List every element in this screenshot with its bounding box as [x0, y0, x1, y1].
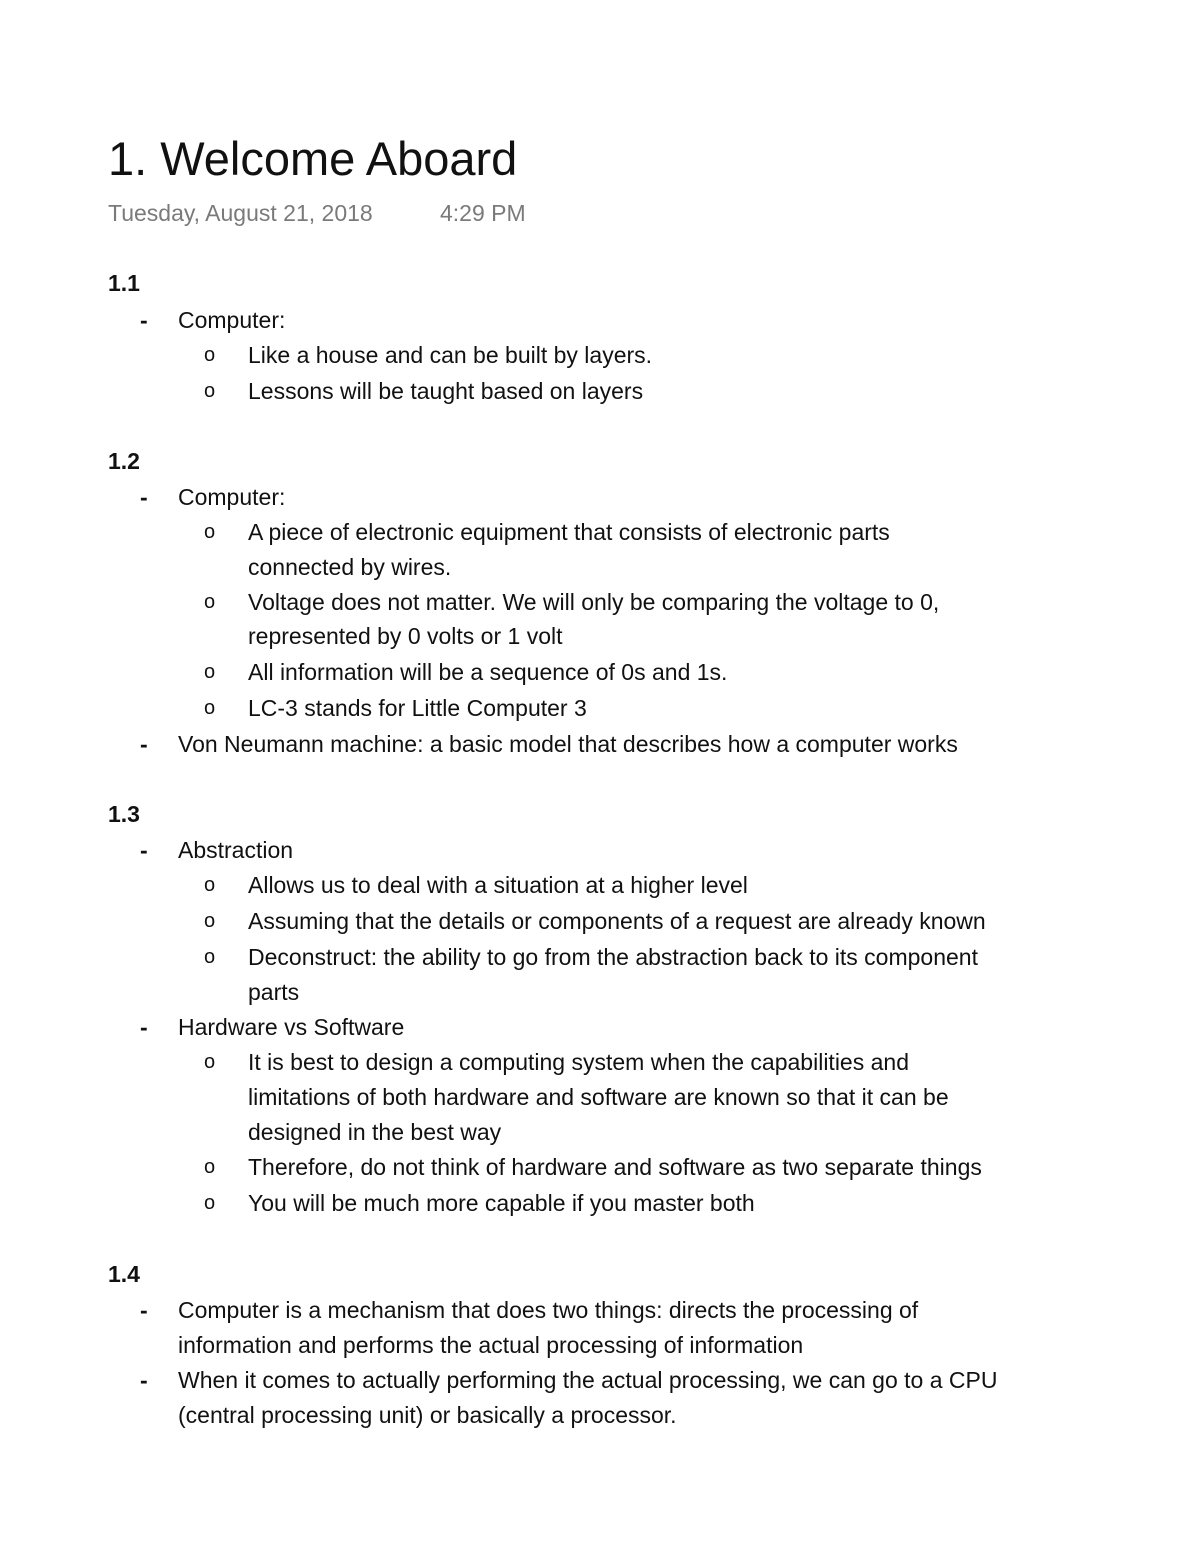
list-item-continuation: designed in the best way	[248, 1119, 502, 1145]
dash-bullet: -	[140, 307, 148, 333]
list-item-continuation: represented by 0 volts or 1 volt	[248, 623, 563, 649]
dash-bullet: -	[140, 837, 148, 863]
list-item: Computer is a mechanism that does two things: directs the processing of	[178, 1297, 919, 1323]
list-item-continuation: connected by wires.	[248, 554, 452, 580]
dash-bullet: -	[140, 1297, 148, 1323]
list-item: Deconstruct: the ability to go from the abstraction back to its component	[248, 944, 978, 970]
section-heading: 1.2	[108, 448, 140, 474]
list-item-continuation: information and performs the actual processing of information	[178, 1332, 804, 1358]
list-item: Voltage does not matter. We will only be comparing the voltage to 0,	[248, 589, 940, 615]
circle-bullet: o	[204, 910, 216, 932]
circle-bullet: o	[204, 521, 216, 543]
dash-bullet: -	[140, 484, 148, 510]
circle-bullet: o	[204, 344, 216, 366]
list-item: All information will be a sequence of 0s and 1s.	[248, 659, 728, 685]
circle-bullet: o	[204, 1192, 216, 1214]
section-heading: 1.3	[108, 801, 140, 827]
dash-bullet: -	[140, 731, 148, 757]
list-item: LC-3 stands for Little Computer 3	[248, 695, 587, 721]
list-item: Von Neumann machine: a basic model that describes how a computer works	[178, 731, 958, 757]
list-item: Computer:	[178, 484, 286, 510]
page-time: 4:29 PM	[440, 200, 526, 226]
list-item: Therefore, do not think of hardware and software as two separate things	[248, 1154, 982, 1180]
list-item: A piece of electronic equipment that consists of electronic parts	[248, 519, 890, 545]
list-item: Computer:	[178, 307, 286, 333]
list-item: When it comes to actually performing the actual processing, we can go to a CPU	[178, 1367, 998, 1393]
list-item-continuation: parts	[248, 979, 300, 1005]
list-item: Lessons will be taught based on layers	[248, 378, 644, 404]
list-item-continuation: limitations of both hardware and software are known so that it can be	[248, 1084, 949, 1110]
circle-bullet: o	[204, 697, 216, 719]
page-date: Tuesday, August 21, 2018	[108, 200, 373, 226]
circle-bullet: o	[204, 591, 216, 613]
dash-bullet: -	[140, 1367, 148, 1393]
section-heading: 1.4	[108, 1261, 140, 1287]
list-item-continuation: (central processing unit) or basically a processor.	[178, 1402, 677, 1428]
circle-bullet: o	[204, 1156, 216, 1178]
circle-bullet: o	[204, 946, 216, 968]
dash-bullet: -	[140, 1014, 148, 1040]
list-item: Like a house and can be built by layers.	[248, 342, 653, 368]
list-item: Abstraction	[178, 837, 294, 863]
section-heading: 1.1	[108, 270, 140, 296]
list-item: It is best to design a computing system when the capabilities and	[248, 1049, 909, 1075]
circle-bullet: o	[204, 874, 216, 896]
list-item: Assuming that the details or components of a request are already known	[248, 908, 986, 934]
circle-bullet: o	[204, 1051, 216, 1073]
list-item: You will be much more capable if you master both	[248, 1190, 755, 1216]
list-item: Hardware vs Software	[178, 1014, 405, 1040]
page-title: 1. Welcome Aboard	[108, 132, 518, 185]
circle-bullet: o	[204, 661, 216, 683]
circle-bullet: o	[204, 380, 216, 402]
list-item: Allows us to deal with a situation at a higher level	[248, 872, 748, 898]
